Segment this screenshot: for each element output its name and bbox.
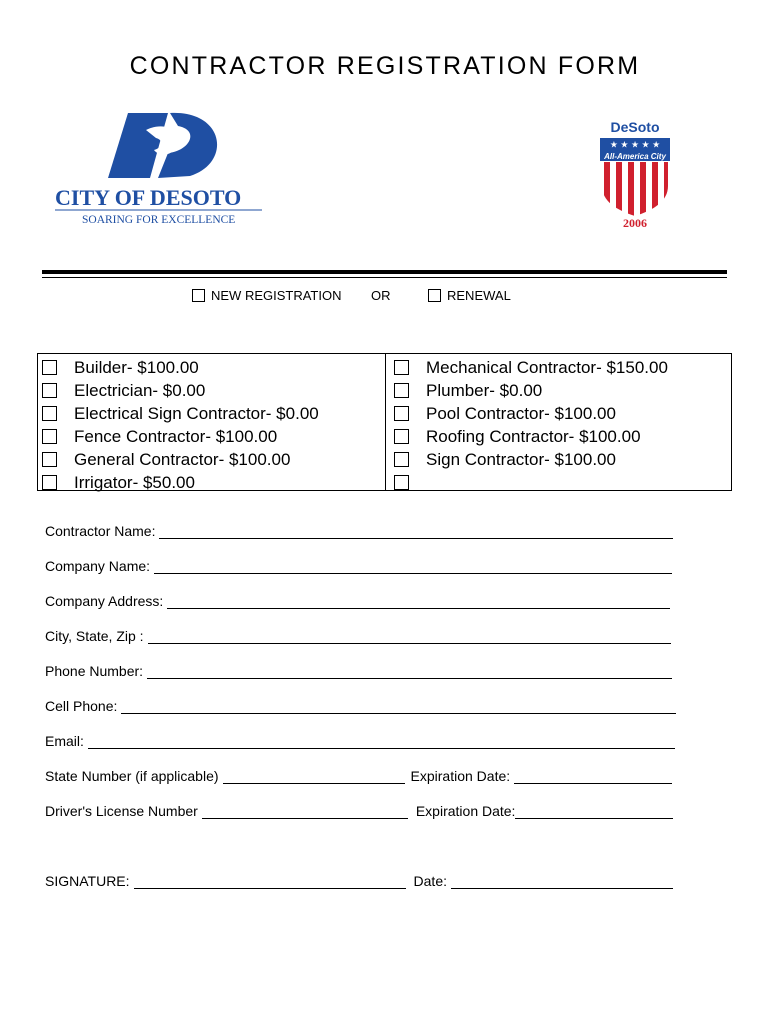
date-label: Date:: [413, 873, 447, 889]
fee-checkbox[interactable]: [394, 452, 409, 467]
fee-option[interactable]: [42, 448, 319, 471]
expiration-date-label: Expiration Date:: [415, 803, 516, 819]
city-d-mark-icon: [108, 113, 168, 178]
email-line[interactable]: [88, 734, 675, 749]
fee-option[interactable]: [394, 471, 668, 494]
new-registration-checkbox[interactable]: [192, 289, 205, 302]
fee-checkbox[interactable]: [42, 383, 57, 398]
company-name-label: Company Name:: [45, 558, 151, 574]
fee-option[interactable]: [42, 402, 319, 425]
fee-checkbox[interactable]: [394, 360, 409, 375]
fee-label: General Contractor- $100.00: [74, 449, 291, 469]
new-registration-label: NEW REGISTRATION: [211, 288, 342, 303]
fee-checkbox[interactable]: [394, 406, 409, 421]
state-number-line[interactable]: [223, 769, 405, 784]
fee-column-left: [42, 356, 319, 494]
signature-line[interactable]: [134, 874, 406, 889]
company-name-line[interactable]: [154, 559, 672, 574]
fee-checkbox[interactable]: [394, 429, 409, 444]
fee-option[interactable]: [394, 448, 668, 471]
phone-number-field[interactable]: [45, 663, 672, 679]
fee-label: Plumber- $0.00: [426, 380, 543, 400]
drivers-license-field[interactable]: [45, 803, 673, 819]
fee-checkbox[interactable]: [42, 360, 57, 375]
registration-type-row: [0, 288, 770, 308]
company-address-field[interactable]: [45, 593, 670, 609]
city-state-zip-field[interactable]: [45, 628, 671, 644]
contractor-name-label: Contractor Name:: [45, 523, 156, 539]
fee-label: Fence Contractor- $100.00: [74, 426, 278, 446]
fee-option[interactable]: [394, 379, 668, 402]
renewal-option[interactable]: [428, 288, 511, 303]
fee-label: Mechanical Contractor- $150.00: [426, 357, 668, 377]
renewal-checkbox[interactable]: [428, 289, 441, 302]
fee-label: Sign Contractor- $100.00: [426, 449, 616, 469]
badge-banner-text: All-America City: [604, 152, 666, 161]
fee-label: Roofing Contractor- $100.00: [426, 426, 641, 446]
date-line[interactable]: [451, 874, 673, 889]
fee-option[interactable]: [42, 356, 319, 379]
cell-phone-label: Cell Phone:: [45, 698, 118, 714]
company-name-field[interactable]: [45, 558, 672, 574]
fee-checkbox[interactable]: [42, 452, 57, 467]
fee-checkbox[interactable]: [42, 429, 57, 444]
state-number-field[interactable]: [45, 768, 672, 784]
city-tagline-text: SOARING FOR EXCELLENCE: [82, 214, 236, 226]
drivers-license-label: Driver's License Number: [45, 803, 198, 819]
stars-icon: ★ ★ ★ ★ ★: [609, 139, 661, 150]
cell-phone-line[interactable]: [121, 699, 676, 714]
header-rule-thin: [42, 277, 727, 278]
city-state-zip-label: City, State, Zip :: [45, 628, 144, 644]
fee-option[interactable]: [42, 425, 319, 448]
city-name-text: CITY OF DESOTO: [55, 185, 242, 210]
renewal-label: RENEWAL: [447, 288, 511, 303]
badge-year-text: 2006: [623, 216, 647, 228]
fee-option[interactable]: [394, 356, 668, 379]
signature-label: SIGNATURE:: [45, 873, 130, 889]
badge-name-text: DeSoto: [610, 119, 660, 135]
city-of-desoto-logo: [50, 108, 265, 228]
cell-phone-field[interactable]: [45, 698, 676, 714]
header-rule: [42, 270, 727, 274]
all-america-city-badge: [594, 116, 676, 228]
signature-field[interactable]: [45, 873, 673, 889]
fee-label: Electrical Sign Contractor- $0.00: [74, 403, 319, 423]
state-number-label: State Number (if applicable): [45, 768, 219, 784]
phone-number-label: Phone Number:: [45, 663, 144, 679]
email-field[interactable]: [45, 733, 675, 749]
fee-option[interactable]: [394, 425, 668, 448]
fee-label: Pool Contractor- $100.00: [426, 403, 616, 423]
fee-option[interactable]: [42, 471, 319, 494]
expiration-date-label: Expiration Date:: [410, 768, 511, 784]
fee-checkbox[interactable]: [42, 406, 57, 421]
city-state-zip-line[interactable]: [148, 629, 671, 644]
company-address-line[interactable]: [167, 594, 670, 609]
fee-checkbox[interactable]: [394, 475, 409, 490]
fee-option[interactable]: [42, 379, 319, 402]
fee-label: Builder- $100.00: [74, 357, 199, 377]
fee-option[interactable]: [394, 402, 668, 425]
drivers-license-line[interactable]: [202, 804, 408, 819]
form-title: CONTRACTOR REGISTRATION FORM: [129, 52, 641, 80]
email-label: Email:: [45, 733, 84, 749]
contractor-name-field[interactable]: [45, 523, 673, 539]
phone-number-line[interactable]: [147, 664, 672, 679]
contractor-name-line[interactable]: [159, 524, 673, 539]
fee-checkbox[interactable]: [394, 383, 409, 398]
company-address-label: Company Address:: [45, 593, 164, 609]
fee-column-right: [394, 356, 668, 494]
fee-label: Electrician- $0.00: [74, 380, 206, 400]
new-registration-option[interactable]: [192, 288, 341, 303]
fee-label: Irrigator- $50.00: [74, 472, 195, 492]
contractor-type-table: [37, 353, 732, 491]
or-label: OR: [371, 288, 391, 303]
shield-stripes-icon: [602, 162, 670, 218]
expiration-date-line[interactable]: [515, 804, 673, 819]
expiration-date-line[interactable]: [514, 769, 672, 784]
fee-checkbox[interactable]: [42, 475, 57, 490]
